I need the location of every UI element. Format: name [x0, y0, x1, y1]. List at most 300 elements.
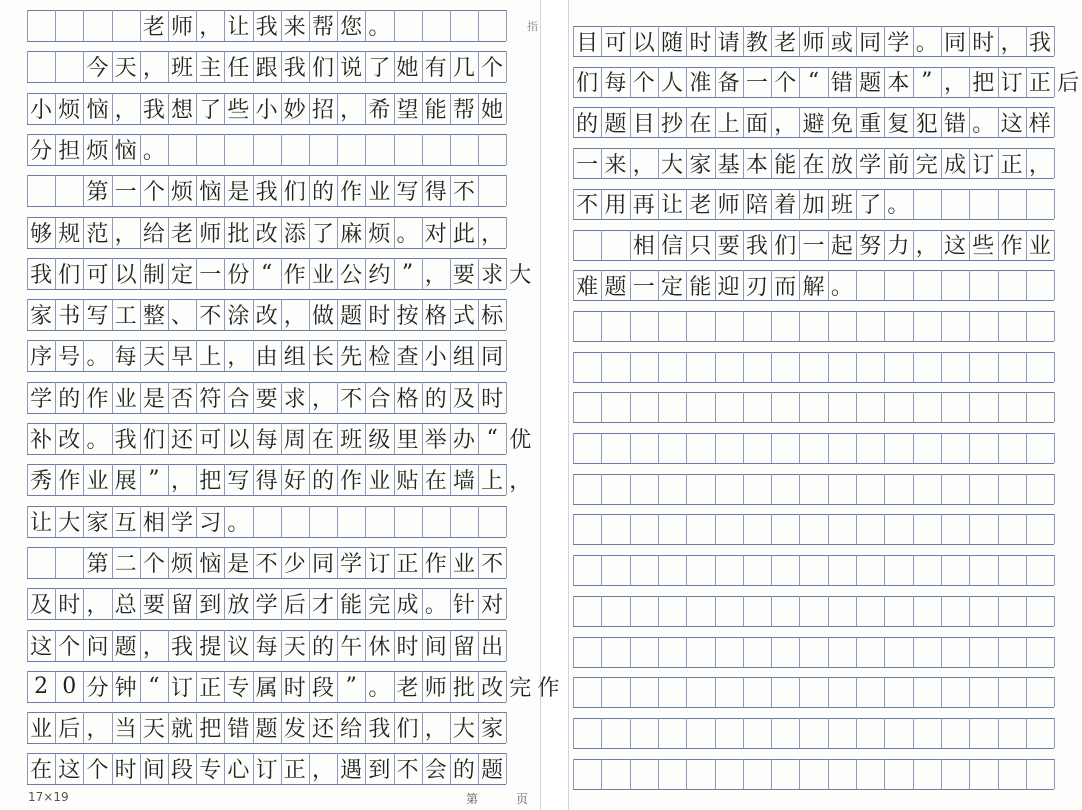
grid-cell-divider: [913, 474, 914, 504]
grid-cell-divider: [743, 514, 744, 544]
grid-cell-divider: [828, 718, 829, 748]
grid-cell-divider: [1026, 433, 1027, 463]
grid-cell-divider: [913, 189, 914, 219]
grid-line: [27, 454, 506, 455]
grid-cell-divider: [573, 474, 574, 504]
grid-cell-divider: [686, 311, 687, 341]
grid-cell-divider: [506, 10, 507, 41]
grid-cell-divider: [856, 596, 857, 626]
text-line: 第 一 个 烦 恼 是 我 们 的 作 业 写 得 不: [86, 180, 475, 206]
grid-line: [27, 289, 506, 290]
grid-cell-divider: [658, 637, 659, 667]
grid-cell-divider: [856, 392, 857, 422]
text-line: 够 规 范 ， 给 老 师 批 改 添 了 麻 烦 。 对 此 ，: [30, 221, 504, 247]
grid-cell-divider: [478, 506, 479, 537]
grid-cell-divider: [1026, 474, 1027, 504]
grid-cell-divider: [573, 555, 574, 585]
grid-cell-divider: [884, 311, 885, 341]
text-line: 老 师 ， 让 我 来 帮 您 。: [142, 15, 391, 40]
grid-cell-divider: [998, 677, 999, 707]
grid-cell-divider: [506, 51, 507, 82]
grid-cell-divider: [506, 547, 507, 578]
grid-cell-divider: [828, 392, 829, 422]
grid-cell-divider: [1054, 637, 1055, 667]
right-page: [568, 0, 1081, 810]
text-line: 不 用 再 让 老 师 陪 着 加 班 了 。: [576, 193, 910, 219]
grid-cell-divider: [1026, 392, 1027, 422]
grid-cell-divider: [506, 93, 507, 124]
grid-cell-divider: [998, 433, 999, 463]
grid-line: [27, 82, 506, 83]
grid-cell-divider: [969, 352, 970, 382]
grid-cell-divider: [743, 352, 744, 382]
grid-cell-divider: [941, 596, 942, 626]
grid-cell-divider: [771, 392, 772, 422]
grid-cell-divider: [743, 311, 744, 341]
text-line: 相 信 只 要 我 们 一 起 努 力 ， 这 些 作 业: [632, 234, 1051, 259]
grid-cell-divider: [686, 718, 687, 748]
grid-cell-divider: [1054, 596, 1055, 626]
grid-cell-divider: [281, 134, 282, 165]
grid-line: [27, 371, 506, 372]
grid-cell-divider: [828, 637, 829, 667]
grid-cell-divider: [998, 514, 999, 544]
grid-cell-divider: [998, 311, 999, 341]
grid-cell-divider: [1054, 718, 1055, 748]
grid-cell-divider: [799, 718, 800, 748]
grid-cell-divider: [506, 753, 507, 784]
grid-cell-divider: [771, 352, 772, 382]
grid-cell-divider: [506, 134, 507, 165]
grid-cell-divider: [856, 759, 857, 789]
grid-cell-divider: [658, 474, 659, 504]
grid-cell-divider: [630, 514, 631, 544]
grid-cell-divider: [658, 514, 659, 544]
grid-cell-divider: [658, 433, 659, 463]
grid-cell-divider: [1054, 107, 1055, 137]
grid-cell-divider: [715, 352, 716, 382]
grid-cell-divider: [337, 506, 338, 537]
grid-cell-divider: [573, 596, 574, 626]
grid-cell-divider: [309, 134, 310, 165]
grid-cell-divider: [715, 718, 716, 748]
grid-cell-divider: [856, 433, 857, 463]
text-line: 分 担 烦 恼 。: [30, 138, 165, 164]
grid-cell-divider: [941, 352, 942, 382]
grid-cell-divider: [478, 134, 479, 165]
grid-cell-divider: [630, 433, 631, 463]
grid-cell-divider: [969, 718, 970, 748]
grid-cell-divider: [1026, 352, 1027, 382]
grid-cell-divider: [601, 514, 602, 544]
grid-cell-divider: [884, 514, 885, 544]
grid-cell-divider: [506, 506, 507, 537]
grid-cell-divider: [998, 637, 999, 667]
grid-cell-divider: [715, 759, 716, 789]
grid-cell-divider: [1026, 596, 1027, 626]
grid-cell-divider: [1054, 352, 1055, 382]
grid-cell-divider: [743, 555, 744, 585]
grid-cell-divider: [253, 134, 254, 165]
text-line: 业 后 ， 当 天 就 把 错 题 发 还 给 我 们 ， 大 家: [30, 717, 504, 743]
grid-line: [573, 514, 1054, 515]
left-margin-mark: 指: [527, 20, 538, 33]
grid-cell-divider: [743, 759, 744, 789]
grid-cell-divider: [799, 514, 800, 544]
grid-line: [27, 702, 506, 703]
grid-cell-divider: [998, 759, 999, 789]
grid-cell-divider: [506, 175, 507, 206]
grid-cell-divider: [1054, 392, 1055, 422]
grid-cell-divider: [168, 134, 169, 165]
text-line: 难 题 一 定 能 迎 刃 而 解 。: [576, 274, 853, 300]
grid-cell-divider: [450, 506, 451, 537]
grid-cell-divider: [799, 474, 800, 504]
grid-cell-divider: [601, 352, 602, 382]
grid-cell-divider: [658, 352, 659, 382]
grid-cell-divider: [884, 596, 885, 626]
grid-cell-divider: [884, 352, 885, 382]
grid-cell-divider: [478, 10, 479, 41]
grid-cell-divider: [1054, 189, 1055, 219]
grid-cell-divider: [630, 718, 631, 748]
grid-cell-divider: [658, 596, 659, 626]
grid-line: [27, 661, 506, 662]
grid-line: [573, 667, 1054, 668]
grid-cell-divider: [799, 555, 800, 585]
grid-cell-divider: [506, 217, 507, 248]
grid-cell-divider: [799, 677, 800, 707]
grid-line: [573, 382, 1054, 383]
grid-line: [27, 41, 506, 42]
grid-cell-divider: [573, 759, 574, 789]
grid-cell-divider: [884, 474, 885, 504]
grid-cell-divider: [799, 311, 800, 341]
grid-cell-divider: [743, 596, 744, 626]
grid-cell-divider: [884, 637, 885, 667]
grid-cell-divider: [1054, 514, 1055, 544]
grid-cell-divider: [601, 596, 602, 626]
grid-cell-divider: [969, 474, 970, 504]
grid-cell-divider: [281, 506, 282, 537]
grid-cell-divider: [969, 514, 970, 544]
grid-cell-divider: [573, 514, 574, 544]
grid-cell-divider: [913, 311, 914, 341]
grid-cell-divider: [771, 677, 772, 707]
grid-cell-divider: [601, 474, 602, 504]
grid-line: [27, 330, 506, 331]
grid-cell-divider: [941, 270, 942, 300]
grid-cell-divider: [941, 677, 942, 707]
grid-line: [27, 124, 506, 125]
grid-cell-divider: [884, 555, 885, 585]
grid-cell-divider: [686, 352, 687, 382]
grid-cell-divider: [969, 189, 970, 219]
grid-cell-divider: [686, 514, 687, 544]
grid-cell-divider: [941, 555, 942, 585]
grid-cell-divider: [913, 555, 914, 585]
grid-cell-divider: [913, 270, 914, 300]
grid-cell-divider: [224, 134, 225, 165]
grid-cell-divider: [1026, 759, 1027, 789]
grid-cell-divider: [1026, 718, 1027, 748]
grid-cell-divider: [969, 392, 970, 422]
grid-cell-divider: [715, 474, 716, 504]
grid-cell-divider: [630, 311, 631, 341]
grid-cell-divider: [998, 352, 999, 382]
grid-cell-divider: [913, 392, 914, 422]
grid-cell-divider: [799, 759, 800, 789]
grid-cell-divider: [1054, 148, 1055, 178]
grid-cell-divider: [715, 311, 716, 341]
grid-cell-divider: [394, 10, 395, 41]
grid-cell-divider: [856, 474, 857, 504]
grid-cell-divider: [506, 382, 507, 413]
grid-cell-divider: [715, 433, 716, 463]
grid-cell-divider: [969, 637, 970, 667]
text-line: 一 来 ， 大 家 基 本 能 在 放 学 前 完 成 订 正 ，: [576, 152, 1051, 178]
grid-cell-divider: [658, 392, 659, 422]
grid-cell-divider: [969, 677, 970, 707]
grid-line: [573, 626, 1054, 627]
grid-cell-divider: [998, 596, 999, 626]
text-line: 序 号 。 每 天 早 上 ， 由 组 长 先 检 查 小 组 同: [30, 345, 504, 371]
grid-line: [573, 311, 1054, 312]
grid-cell-divider: [941, 637, 942, 667]
grid-cell-divider: [1054, 474, 1055, 504]
text-line: 补 改 。 我 们 还 可 以 每 周 在 班 级 里 举 办 “ 优: [30, 426, 532, 453]
grid-line: [573, 789, 1054, 790]
grid-cell-divider: [969, 596, 970, 626]
text-line: 目 可 以 随 时 请 教 老 师 或 同 学 。 同 时 ， 我: [576, 30, 1051, 56]
grid-cell-divider: [658, 555, 659, 585]
grid-cell-divider: [998, 270, 999, 300]
grid-cell-divider: [743, 677, 744, 707]
grid-cell-divider: [506, 588, 507, 619]
grid-cell-divider: [969, 555, 970, 585]
grid-cell-divider: [686, 474, 687, 504]
text-line: 的 题 目 抄 在 上 面 ， 避 免 重 复 犯 错 。 这 样: [576, 111, 1051, 137]
grid-cell-divider: [601, 759, 602, 789]
grid-cell-divider: [337, 134, 338, 165]
grid-cell-divider: [828, 759, 829, 789]
grid-line: [27, 578, 506, 579]
grid-cell-divider: [1054, 759, 1055, 789]
grid-cell-divider: [856, 637, 857, 667]
grid-cell-divider: [478, 175, 479, 206]
grid-cell-divider: [715, 555, 716, 585]
grid-cell-divider: [884, 270, 885, 300]
grid-cell-divider: [309, 506, 310, 537]
grid-cell-divider: [856, 514, 857, 544]
grid-cell-divider: [743, 392, 744, 422]
grid-cell-divider: [884, 392, 885, 422]
grid-cell-divider: [941, 514, 942, 544]
grid-cell-divider: [771, 555, 772, 585]
grid-cell-divider: [941, 759, 942, 789]
grid-cell-divider: [941, 392, 942, 422]
grid-cell-divider: [658, 718, 659, 748]
text-line: 秀 作 业 展 ” ， 把 写 得 好 的 作 业 贴 在 墙 上 ，: [30, 467, 532, 495]
grid-cell-divider: [601, 718, 602, 748]
grid-cell-divider: [506, 299, 507, 330]
grid-cell-divider: [630, 596, 631, 626]
text-line: 家 书 写 工 整 、 不 涂 改 ， 做 题 时 按 格 式 标: [30, 304, 504, 330]
grid-cell-divider: [686, 637, 687, 667]
grid-cell-divider: [799, 637, 800, 667]
grid-line: [573, 504, 1054, 505]
grid-cell-divider: [658, 311, 659, 341]
grid-cell-divider: [422, 10, 423, 41]
grid-cell-divider: [365, 506, 366, 537]
grid-line: [27, 413, 506, 414]
grid-cell-divider: [573, 311, 574, 341]
grid-cell-divider: [601, 555, 602, 585]
grid-cell-divider: [1026, 189, 1027, 219]
grid-cell-divider: [998, 189, 999, 219]
grid-cell-divider: [715, 596, 716, 626]
grid-cell-divider: [1026, 311, 1027, 341]
grid-cell-divider: [1054, 230, 1055, 260]
grid-cell-divider: [573, 433, 574, 463]
grid-cell-divider: [686, 759, 687, 789]
grid-line: [573, 433, 1054, 434]
grid-line: [27, 165, 506, 166]
grid-cell-divider: [998, 392, 999, 422]
grid-line: [27, 206, 506, 207]
grid-line: [27, 784, 506, 785]
grid-cell-divider: [913, 759, 914, 789]
grid-cell-divider: [799, 433, 800, 463]
grid-cell-divider: [856, 270, 857, 300]
grid-cell-divider: [884, 433, 885, 463]
grid-cell-divider: [506, 340, 507, 371]
text-line: 让 大 家 互 相 学 习 。: [30, 510, 250, 536]
grid-cell-divider: [771, 514, 772, 544]
grid-cell-divider: [1026, 555, 1027, 585]
grid-cell-divider: [799, 596, 800, 626]
grid-cell-divider: [941, 718, 942, 748]
grid-cell-divider: [969, 270, 970, 300]
footer-page-label: 第: [466, 792, 479, 806]
grid-cell-divider: [884, 759, 885, 789]
grid-cell-divider: [1026, 270, 1027, 300]
grid-line: [573, 718, 1054, 719]
grid-cell-divider: [715, 514, 716, 544]
grid-cell-divider: [365, 134, 366, 165]
grid-cell-divider: [743, 718, 744, 748]
grid-cell-divider: [771, 637, 772, 667]
grid-line: [573, 637, 1054, 638]
grid-cell-divider: [771, 759, 772, 789]
text-line: 们 每 个 人 准 备 一 个 “ 错 题 本 ” ， 把 订 正 后: [576, 69, 1080, 97]
grid-line: [573, 555, 1054, 556]
grid-cell-divider: [913, 596, 914, 626]
grid-cell-divider: [856, 311, 857, 341]
grid-cell-divider: [1026, 677, 1027, 707]
grid-cell-divider: [1054, 555, 1055, 585]
grid-line: [27, 248, 506, 249]
footer-grid-size: 17×19: [28, 790, 69, 804]
grid-cell-divider: [743, 637, 744, 667]
grid-line: [27, 537, 506, 538]
grid-cell-divider: [1026, 637, 1027, 667]
grid-cell-divider: [913, 718, 914, 748]
grid-cell-divider: [941, 189, 942, 219]
grid-line: [573, 677, 1054, 678]
grid-cell-divider: [1054, 311, 1055, 341]
grid-cell-divider: [450, 134, 451, 165]
grid-cell-divider: [799, 392, 800, 422]
grid-cell-divider: [601, 311, 602, 341]
grid-cell-divider: [506, 630, 507, 661]
text-line: 及 时 ， 总 要 留 到 放 学 后 才 能 完 成 。 针 对: [30, 593, 504, 619]
grid-cell-divider: [686, 677, 687, 707]
grid-cell-divider: [828, 433, 829, 463]
grid-cell-divider: [253, 506, 254, 537]
text-line: 小 烦 恼 ， 我 想 了 些 小 妙 招 ， 希 望 能 帮 她: [30, 97, 504, 123]
grid-line: [573, 748, 1054, 749]
grid-cell-divider: [686, 596, 687, 626]
grid-line: [573, 596, 1054, 597]
grid-cell-divider: [601, 637, 602, 667]
grid-cell-divider: [715, 677, 716, 707]
grid-line: [27, 743, 506, 744]
grid-cell-divider: [1054, 433, 1055, 463]
grid-cell-divider: [686, 392, 687, 422]
grid-cell-divider: [1054, 270, 1055, 300]
grid-cell-divider: [913, 514, 914, 544]
text-line: 这 个 问 题 ， 我 提 议 每 天 的 午 休 时 间 留 出: [30, 634, 504, 660]
grid-cell-divider: [913, 433, 914, 463]
grid-cell-divider: [856, 677, 857, 707]
grid-line: [573, 585, 1054, 586]
grid-cell-divider: [686, 433, 687, 463]
grid-cell-divider: [913, 677, 914, 707]
grid-cell-divider: [1054, 677, 1055, 707]
grid-cell-divider: [856, 718, 857, 748]
grid-cell-divider: [913, 352, 914, 382]
grid-cell-divider: [658, 677, 659, 707]
grid-cell-divider: [771, 596, 772, 626]
grid-line: [573, 707, 1054, 708]
text-line: 第 二 个 烦 恼 是 不 少 同 学 订 正 作 业 不: [86, 551, 504, 577]
grid-line: [573, 392, 1054, 393]
grid-cell-divider: [1054, 26, 1055, 56]
grid-cell-divider: [828, 596, 829, 626]
grid-cell-divider: [941, 311, 942, 341]
grid-cell-divider: [573, 637, 574, 667]
grid-cell-divider: [601, 677, 602, 707]
text-line: 今 天 ， 班 主 任 跟 我 们 说 了 她 有 几 个: [86, 56, 504, 82]
grid-cell-divider: [856, 555, 857, 585]
grid-cell-divider: [941, 474, 942, 504]
grid-cell-divider: [601, 433, 602, 463]
grid-cell-divider: [686, 555, 687, 585]
grid-cell-divider: [771, 311, 772, 341]
grid-cell-divider: [422, 134, 423, 165]
grid-cell-divider: [998, 555, 999, 585]
grid-cell-divider: [884, 718, 885, 748]
grid-cell-divider: [394, 134, 395, 165]
text-line: 在 这 个 时 间 段 专 心 订 正 ， 遇 到 不 会 的 题: [30, 758, 504, 784]
grid-cell-divider: [630, 392, 631, 422]
grid-cell-divider: [422, 506, 423, 537]
text-line: 学 的 作 业 是 否 符 合 要 求 ， 不 合 格 的 及 时: [30, 386, 504, 412]
grid-cell-divider: [771, 433, 772, 463]
grid-cell-divider: [506, 712, 507, 743]
grid-cell-divider: [658, 759, 659, 789]
